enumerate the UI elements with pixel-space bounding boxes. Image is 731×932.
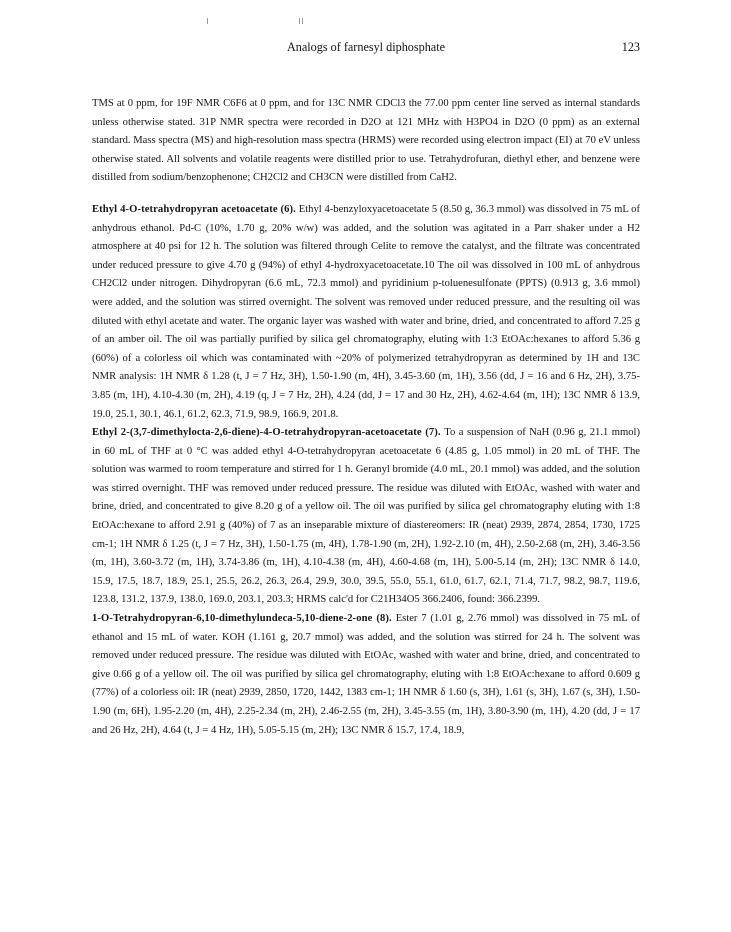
paragraph-text: Ethyl 4-benzyloxyacetoacetate 5 (8.50 g, 36.3 mmol) was dissolved in 75 mL of anhydrous ethanol. Pd-C (10%, 1.70 g, 20% w/w) was added, and the solution was agitated in a Parr shaker under a H2 atmosphere at 40 psi for 12 h. The solution was filtered through Celite to remove the catalyst, and the filtrate was concentrated under reduced pressure to give 4.70 g (94%) of ethyl 4-hydroxyacetoacetate.10 The oil was dissolved in 100 mL of anhydrous CH2Cl2 under nitrogen. Dihydropyran (6.6 mL, 72.3 mmol) and pyridinium p-toluenesulfonate (PPTS) (0.913 g, 3.6 mmol) were added, and the solution was stirred overnight. The solvent was removed under reduced pressure, and the resulting oil was diluted with ethyl acetate and water. The organic layer was washed with water and brine, dried, and concentrated to afford 7.25 g of an amber oil. The oil was partially purified by silica gel chromatography, eluting with 1:3 EtOAc:hexanes to afford 5.36 g (60%) of a colorless oil which was contaminated with ~20% of polymerized tetrahydropyran as determined by 1H and 13C NMR analysis: 1H NMR δ 1.28 (t, J = 7 Hz, 3H), 1.50-1.90 (m, 4H), 3.45-3.60 (m, 1H), 3.56 (dd, J = 16 and 6 Hz, 2H), 3.75-3.85 (m, 1H), 4.10-4.30 (m, 2H), 4.19 (q, J = 7 Hz, 2H), 4.24 (dd, J = 17 and 30 Hz, 2H), 4.62-4.64 (m, 1H); 13C NMR δ 13.9, 19.0, 25.1, 30.1, 46.1, 61.2, 62.3, 71.9, 98.9, 166.9, 201.8. bbox=[92, 203, 641, 420]
page-header bbox=[92, 40, 640, 58]
paragraph-nmr-standards bbox=[92, 95, 640, 188]
paragraph-text: Ester 7 (1.01 g, 2.76 mmol) was dissolved in 75 mL of ethanol and 15 mL of water. KOH (1.161 g, 20.7 mmol) was added, and the solution was stirred for 24 h. The solvent was removed under reduced pressure. The residue was diluted with EtOAc, washed with water and brine, dried, and concentrated to give 0.66 g of a yellow oil. The oil was purified by silica gel chromatography, eluting with 1:8 EtOAc:hexane to afford 0.609 g (77%) of a colorless oil: IR (neat) 2939, 2850, 1720, 1442, 1383 cm-1; 1H NMR δ 1.60 (s, 3H), 1.61 (s, 3H), 1.67 (s, 3H), 1.50-1.90 (m, 6H), 1.95-2.20 (m, 4H), 2.25-2.34 (m, 2H), 2.46-2.55 (m, 2H), 3.45-3.55 (m, 1H), 3.80-3.90 (m, 1H), 4.20 (dd, J = 17 and 26 Hz, 2H), 4.64 (t, J = 4 Hz, 1H), 5.05-5.15 (m, 2H); 13C NMR δ 15.7, 17.4, 18.9, bbox=[92, 613, 640, 736]
scan-mark bbox=[207, 18, 208, 24]
paragraph-heading: Ethyl 2-(3,7-dimethylocta-2,6-diene)-4-O-tetrahydropyran-acetoacetate (7). bbox=[92, 427, 445, 439]
paragraph-heading: Ethyl 4-O-tetrahydropyran acetoacetate (6). bbox=[92, 203, 299, 215]
scan-mark bbox=[299, 18, 300, 24]
paragraph-heading: 1-O-Tetrahydropyran-6,10-dimethylundeca-5,10-diene-2-one (8). bbox=[92, 613, 396, 625]
running-title: Analogs of farnesyl diphosphate bbox=[286, 40, 446, 54]
scan-mark bbox=[302, 18, 303, 24]
paragraph-compound-6 bbox=[92, 201, 640, 424]
body-text bbox=[92, 95, 640, 740]
paragraph-compound-7 bbox=[92, 424, 640, 610]
page-number: 123 bbox=[621, 40, 640, 54]
paragraph-text: TMS at 0 ppm, for 19F NMR C6F6 at 0 ppm, and for 13C NMR CDCl3 the 77.00 ppm center line served as internal standards unless otherwise stated. 31P NMR spectra were recorded in D2O at 121 MHz with H3PO4 in D2O (0 ppm) as an external standard. Mass spectra (MS) and high-resolution mass spectra (HRMS) were recorded using electron impact (EI) at 70 eV unless otherwise stated. All solvents and volatile reagents were distilled prior to use. Tetrahydrofuran, diethyl ether, and benzene were distilled from sodium/benzophenone; CH2Cl2 and CH3CN were distilled from CaH2. bbox=[92, 98, 640, 184]
paragraph-compound-8 bbox=[92, 610, 640, 740]
paragraph-text: To a suspension of NaH (0.96 g, 21.1 mmol) in 60 mL of THF at 0 °C was added ethyl 4-O-tetrahydropyran acetoacetate 6 (4.85 g, 1.05 mmol) in 20 mL of THF. The solution was warmed to room temperature and stirred for 1 h. Geranyl bromide (4.0 mL, 20.1 mmol) was added, and the solution was stirred overnight. THF was removed under reduced pressure. The residue was diluted with EtOAc, washed with water and brine, dried, and concentrated to give 8.20 g of a yellow oil. The oil was purified by silica gel chromatography eluting with 1:8 EtOAc:hexane to afford 2.91 g (40%) of 7 as an inseparable mixture of diastereomers: IR (neat) 2939, 2874, 2854, 1730, 1725 cm-1; 1H NMR δ 1.25 (t, J = 7 Hz, 3H), 1.50-1.75 (m, 4H), 1.78-1.90 (m, 2H), 1.92-2.10 (m, 4H), 2.50-2.68 (m, 2H), 3.46-3.56 (m, 1H), 3.60-3.72 (m, 1H), 3.74-3.86 (m, 1H), 4.10-4.38 (m, 4H), 4.60-4.68 (m, 1H), 5.00-5.14 (m, 2H); 13C NMR δ 14.0, 15.9, 17.5, 18.7, 18.9, 25.1, 25.5, 26.2, 26.3, 26.4, 29.9, 30.0, 39.5, 55.0, 55.1, 61.0, 61.7, 62.1, 71.4, 71.7, 98.2, 98.7, 119.6, 123.8, 131.2, 137.9, 138.0, 169.0, 203.1, 203.3; HRMS calc'd for C21H34O5 366.2406, found: 366.2399. bbox=[92, 427, 641, 606]
